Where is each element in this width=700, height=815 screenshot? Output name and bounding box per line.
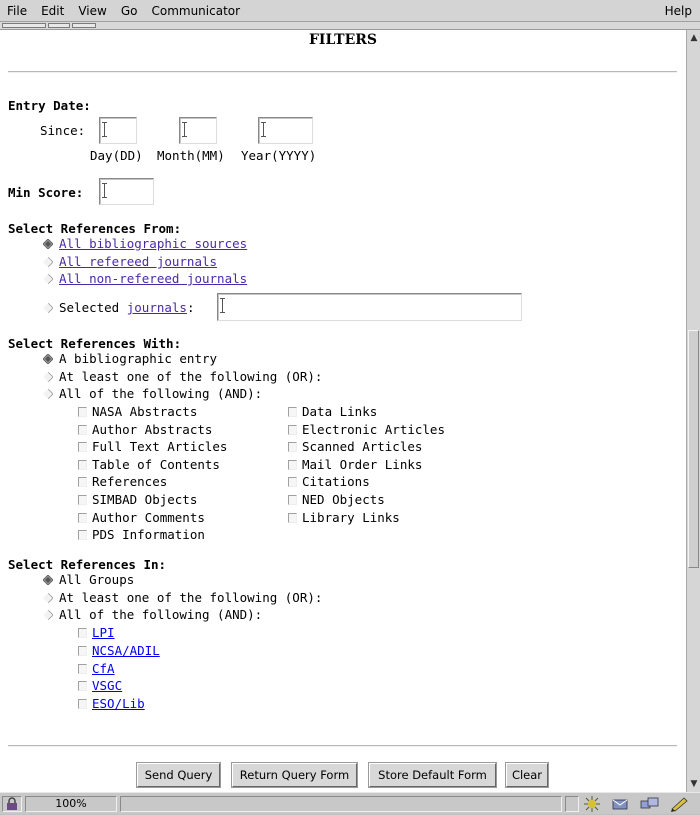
checkbox-ncsa-adil[interactable]: [78, 646, 87, 656]
text-caret-icon: [104, 183, 105, 198]
label-electronic-articles: Electronic Articles: [302, 421, 445, 437]
selected-prefix: Selected: [59, 300, 120, 315]
link-all-sources[interactable]: All bibliographic sources: [59, 236, 248, 251]
text-caret-icon: [222, 298, 223, 313]
checkbox-cfa[interactable]: [78, 664, 87, 674]
label-full-text-articles: Full Text Articles: [92, 439, 228, 455]
radio-bibliographic-entry[interactable]: [43, 354, 53, 364]
scrollbar-thumb[interactable]: [688, 330, 699, 568]
menu-file[interactable]: File: [7, 3, 28, 18]
checkbox-lpi[interactable]: [78, 628, 87, 638]
checkbox-library-links[interactable]: [288, 513, 297, 523]
menu-view[interactable]: View: [78, 3, 107, 18]
refs-from-heading: Select References From:: [8, 221, 182, 236]
selected-suffix: :: [186, 300, 195, 315]
checkbox-table-of-contents[interactable]: [78, 460, 87, 470]
scroll-down-arrow-icon[interactable]: ▼: [690, 779, 698, 789]
day-input[interactable]: [99, 117, 137, 144]
label-scanned-articles: Scanned Articles: [302, 439, 423, 455]
checkbox-author-comments[interactable]: [78, 513, 87, 523]
checkbox-references[interactable]: [78, 477, 87, 487]
radio-with-and[interactable]: [43, 389, 53, 399]
checkbox-vsgc[interactable]: [78, 681, 87, 691]
text-caret-icon: [184, 122, 185, 137]
mail-icon[interactable]: [612, 796, 630, 815]
radio-selected-journals[interactable]: [43, 303, 53, 313]
month-input[interactable]: [179, 117, 217, 144]
checkbox-nasa-abstracts[interactable]: [78, 407, 87, 417]
radio-in-or[interactable]: [43, 593, 53, 603]
progress-grip: [565, 796, 579, 812]
toolbar-grip-navigation[interactable]: [2, 23, 46, 28]
scroll-up-arrow-icon[interactable]: ▲: [690, 33, 698, 43]
checkbox-eso-lib[interactable]: [78, 699, 87, 709]
year-label: Year(YYYY): [241, 148, 317, 163]
menu-bar: [0, 0, 700, 22]
link-refereed[interactable]: All refereed journals: [59, 254, 218, 269]
min-score-label: Min Score:: [8, 185, 84, 200]
toolbar-grip-location[interactable]: [48, 23, 70, 28]
menu-communicator[interactable]: Communicator: [151, 3, 241, 18]
status-message-area: [120, 796, 562, 812]
label-author-abstracts: Author Abstracts: [92, 421, 213, 437]
selected-label: [59, 300, 195, 315]
navigator-icon[interactable]: [584, 796, 600, 815]
checkbox-author-abstracts[interactable]: [78, 425, 87, 435]
checkbox-full-text-articles[interactable]: [78, 442, 87, 452]
since-label: Since:: [40, 123, 86, 138]
link-vsgc[interactable]: VSGC: [92, 678, 123, 694]
label-in-and: All of the following (AND):: [59, 607, 263, 622]
label-author-comments: Author Comments: [92, 509, 205, 525]
label-simbad-objects: SIMBAD Objects: [92, 492, 198, 507]
label-references: References: [92, 474, 168, 490]
zoom-level: 100%: [25, 796, 117, 812]
selected-journals-input[interactable]: [217, 293, 522, 321]
radio-with-or[interactable]: [43, 372, 53, 382]
page-content: [0, 30, 686, 792]
checkbox-pds-information[interactable]: [78, 530, 87, 540]
discussion-groups-icon[interactable]: [640, 796, 660, 815]
radio-in-and[interactable]: [43, 610, 53, 620]
link-ncsa-adil[interactable]: NCSA/ADIL: [92, 642, 160, 658]
checkbox-simbad-objects[interactable]: [78, 495, 87, 505]
label-all-groups: All Groups: [59, 572, 135, 587]
menu-edit[interactable]: Edit: [41, 3, 65, 18]
link-journals[interactable]: journals: [126, 300, 187, 315]
security-lock-icon[interactable]: [2, 796, 22, 812]
divider-bottom: [8, 745, 677, 747]
radio-non-refereed[interactable]: [43, 274, 53, 284]
page-title: FILTERS: [308, 32, 378, 48]
min-score-input[interactable]: [99, 178, 154, 205]
label-library-links: Library Links: [302, 509, 400, 525]
checkbox-mail-order-links[interactable]: [288, 460, 297, 470]
label-mail-order-links: Mail Order Links: [302, 456, 423, 472]
send-query-button[interactable]: Send Query: [137, 763, 220, 787]
label-in-or: At least one of the following (OR):: [59, 590, 323, 605]
link-cfa[interactable]: CfA: [92, 660, 115, 676]
checkbox-scanned-articles[interactable]: [288, 442, 297, 452]
label-nasa-abstracts: NASA Abstracts: [92, 404, 198, 419]
label-data-links: Data Links: [302, 404, 378, 419]
menu-help[interactable]: Help: [664, 3, 692, 18]
entry-date-heading: Entry Date:: [8, 98, 91, 113]
label-citations: Citations: [302, 474, 370, 490]
link-eso-lib[interactable]: ESO/Lib: [92, 696, 145, 712]
menu-go[interactable]: Go: [120, 3, 138, 18]
link-lpi[interactable]: LPI: [92, 625, 115, 640]
label-table-of-contents: Table of Contents: [92, 456, 220, 472]
checkbox-electronic-articles[interactable]: [288, 425, 297, 435]
radio-all-sources[interactable]: [43, 239, 53, 249]
divider-top: [8, 71, 677, 73]
label-bibliographic-entry: A bibliographic entry: [59, 351, 218, 366]
year-input[interactable]: [258, 117, 313, 144]
refs-in-heading: Select References In:: [8, 557, 167, 572]
toolbar-grip-personal[interactable]: [72, 23, 96, 28]
label-ned-objects: NED Objects: [302, 492, 385, 507]
vertical-scrollbar[interactable]: [686, 30, 700, 792]
month-label: Month(MM): [157, 148, 225, 163]
store-default-form-button[interactable]: Store Default Form: [369, 763, 496, 787]
checkbox-citations[interactable]: [288, 477, 297, 487]
day-label: Day(DD): [90, 148, 143, 163]
label-with-or: At least one of the following (OR):: [59, 369, 323, 384]
return-query-form-button[interactable]: Return Query Form: [232, 763, 357, 787]
radio-all-groups[interactable]: [43, 575, 53, 585]
refs-with-heading: Select References With:: [8, 336, 182, 351]
label-pds-information: PDS Information: [92, 527, 205, 543]
checkbox-data-links[interactable]: [288, 407, 297, 417]
checkbox-ned-objects[interactable]: [288, 495, 297, 505]
clear-button[interactable]: Clear: [506, 763, 548, 787]
link-non-refereed[interactable]: All non-refereed journals: [59, 271, 248, 286]
text-caret-icon: [104, 122, 105, 137]
status-bar: [0, 792, 700, 814]
composer-icon[interactable]: [670, 796, 690, 815]
text-caret-icon: [263, 122, 264, 137]
label-with-and: All of the following (AND):: [59, 386, 263, 401]
radio-refereed[interactable]: [43, 257, 53, 267]
collapsed-toolbar-strip: [0, 22, 700, 30]
